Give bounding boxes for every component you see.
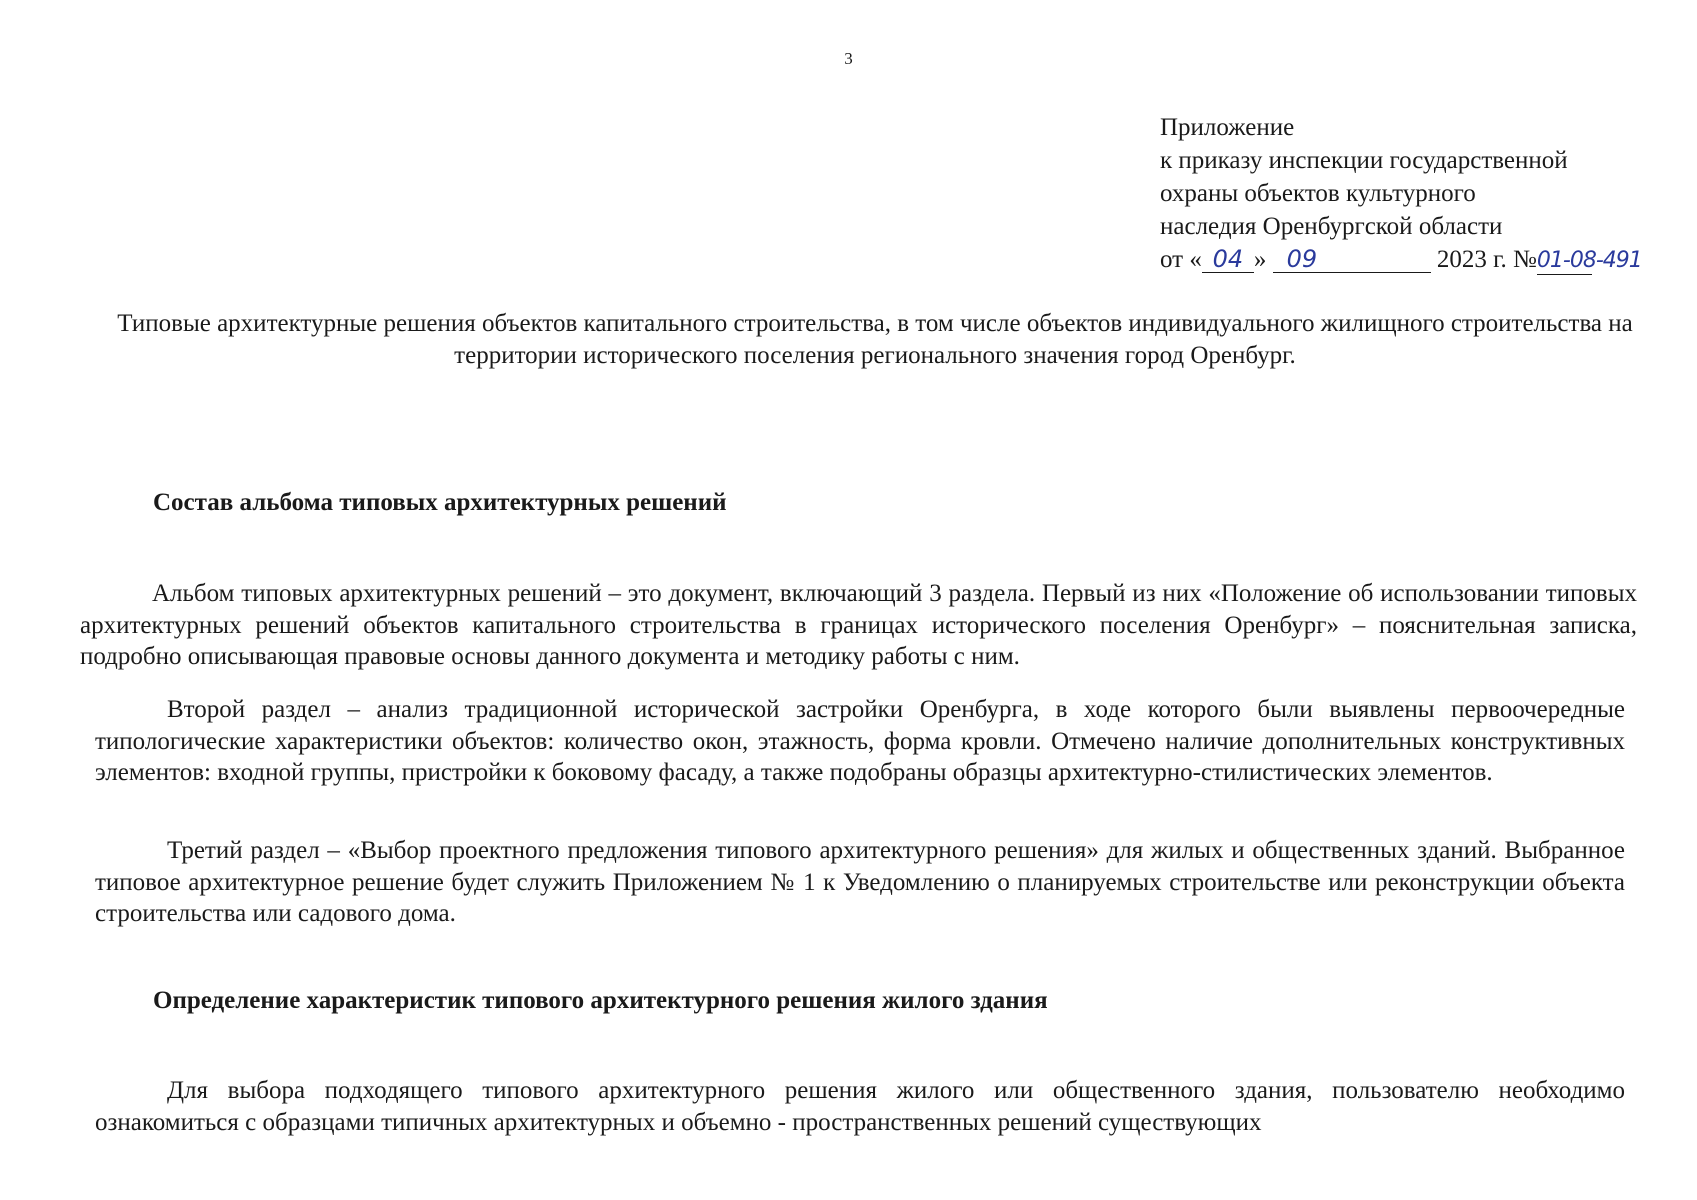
handwritten-day: 04 <box>1202 246 1254 273</box>
paragraph: Второй раздел – анализ традиционной исторической застройки Оренбурга, в ходе которого были выявлены первоочередные типологические характеристики объектов: количество окон, этажность, форма кровли. Отмечено наличие дополнительных конструктивных элементов: входной группы, пристройки к боковому фасаду, а также подобраны образцы архитектурно-стилистических элементов. <box>95 696 1625 786</box>
appendix-date-line <box>1160 243 1642 276</box>
appendix-line: охраны объектов культурного <box>1160 180 1476 207</box>
paragraph: Для выбора подходящего типового архитектурного решения жилого или общественного здания, пользователю необходимо ознакомиться с образцами типичных архитектурных и объемно - пространственных решений существующих <box>95 1077 1625 1136</box>
document-title: Типовые архитектурные решения объектов капитального строительства, в том числе объектов индивидуального жилищного строительства на территории исторического поселения регионального значения город Оренбург. <box>117 310 1633 369</box>
appendix-line: наследия Оренбургской области <box>1160 213 1503 240</box>
date-quote-close: » <box>1253 246 1267 273</box>
appendix-block <box>1160 111 1642 276</box>
date-prefix: от « <box>1160 246 1202 273</box>
paragraph: Альбом типовых архитектурных решений – это документ, включающий 3 раздела. Первый из них «Положение об использовании типовых архитектурных решений объектов капитального строительства в границах исторического поселения Оренбург» – пояснительная записка, подробно описывающая правовые основы данного документа и методику работы с ним. <box>80 580 1637 670</box>
appendix-title: Приложение <box>1160 114 1295 141</box>
handwritten-order-number: 01-08-491 <box>1536 248 1642 273</box>
handwritten-month: 09 <box>1273 246 1431 273</box>
appendix-line: к приказу инспекции государственной <box>1160 147 1568 174</box>
section-heading-residential-characteristics: Определение характеристик типового архитектурного решения жилого здания <box>153 987 1048 1014</box>
date-year: 2023 г. № <box>1436 246 1537 273</box>
section-heading-album-composition: Состав альбома типовых архитектурных решений <box>153 489 727 516</box>
paragraph: Третий раздел – «Выбор проектного предложения типового архитектурного решения» для жилых и общественных зданий. Выбранное типовое архитектурное решение будет служить Приложением № 1 к Уведомлению о планируемых строительстве или реконструкции объекта строительства или садового дома. <box>95 837 1625 927</box>
page-number: 3 <box>844 49 853 68</box>
